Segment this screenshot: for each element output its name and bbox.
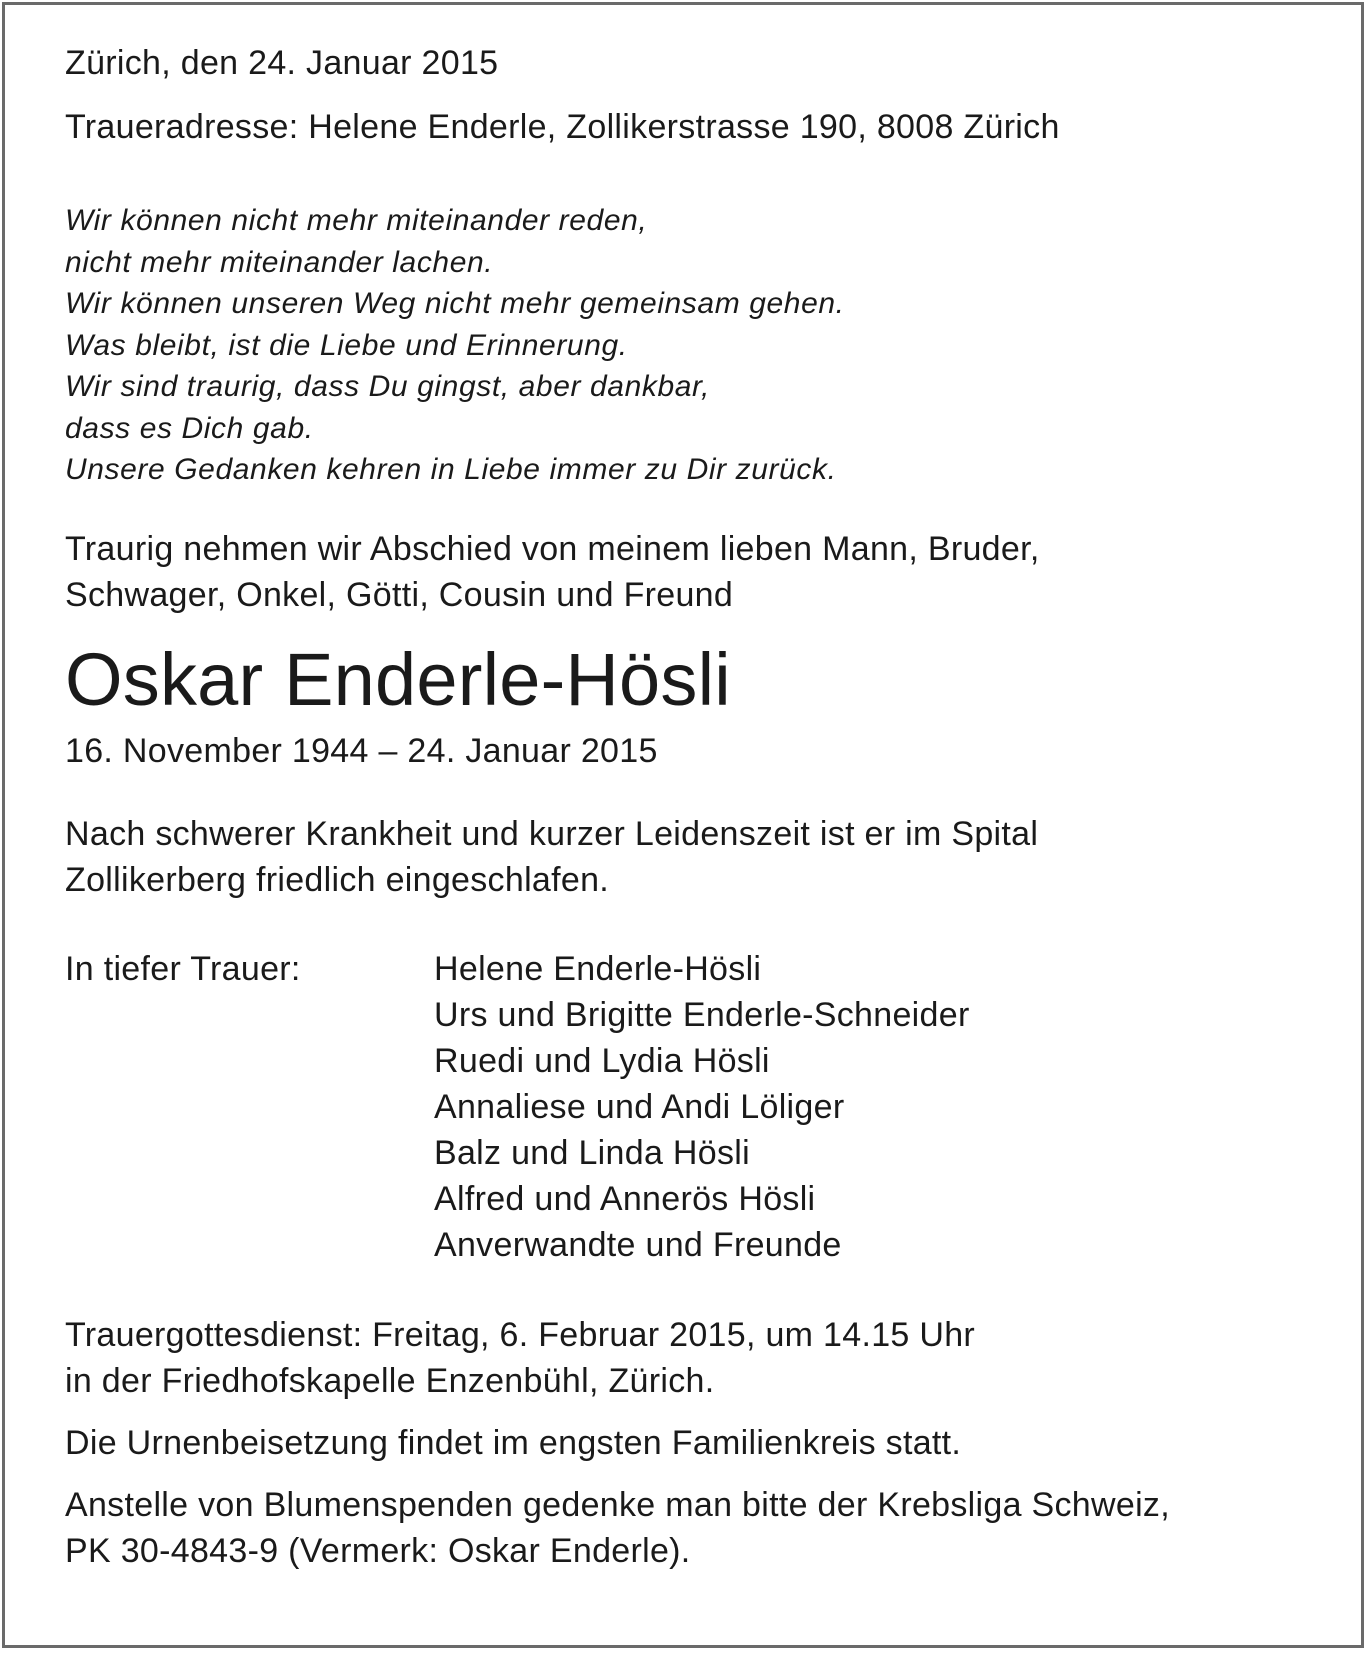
poem-line: Was bleibt, ist die Liebe und Erinnerung. [65,328,628,362]
poem-line: Wir können unseren Weg nicht mehr gemeinsam gehen. [65,287,845,320]
memorial-poem [65,200,1335,491]
urn-burial-note: Die Urnenbeisetzung findet im engsten Familienkreis statt. [65,1423,962,1462]
funeral-service-info [65,1312,1335,1404]
service-line: Trauergottesdienst: Freitag, 6. Februar 2015, um 14.15 Uhr [65,1315,976,1354]
deceased-name: Oskar Enderle-Hösli [65,637,731,721]
mourner-entry: Annaliese und Andi Löliger [434,1087,845,1126]
poem-line: Wir können nicht mehr miteinander reden, [65,204,648,237]
intro-line: Schwager, Onkel, Götti, Cousin und Freund [65,575,734,614]
obituary-notice [65,40,1335,1574]
poem-line: Wir sind traurig, dass Du gingst, aber dankbar, [65,370,710,403]
mourner-entry: Ruedi und Lydia Hösli [434,1041,770,1080]
poem-line: dass es Dich gab. [65,411,314,445]
service-line: in der Friedhofskapelle Enzenbühl, Zürich. [65,1361,715,1400]
mourners-list [434,946,1335,1268]
mourner-entry: Helene Enderle-Hösli [434,949,762,988]
poem-line: nicht mehr miteinander lachen. [65,245,494,279]
farewell-intro [65,526,1335,618]
lifespan-dates: 16. November 1944 – 24. Januar 2015 [65,731,658,770]
intro-line: Traurig nehmen wir Abschied von meinem lieben Mann, Bruder, [65,529,1040,568]
date-line: Zürich, den 24. Januar 2015 [65,44,499,82]
mourner-entry: Alfred und Annerös Hösli [434,1179,816,1218]
mourners-section [65,946,1335,1268]
poem-line: Unsere Gedanken kehren in Liebe immer zu Dir zurück. [65,453,837,486]
mourning-address: Traueradresse: Helene Enderle, Zollikerstrasse 190, 8008 Zürich [65,108,1060,146]
mourners-label: In tiefer Trauer: [65,949,301,988]
passing-note-line: Zollikerberg friedlich eingeschlafen. [65,860,610,899]
donation-line: Anstelle von Blumenspenden gedenke man bitte der Krebsliga Schweiz, [65,1485,1170,1524]
donation-note [65,1482,1335,1574]
passing-note-line: Nach schwerer Krankheit und kurzer Leidenszeit ist er im Spital [65,814,1039,853]
mourner-entry: Anverwandte und Freunde [434,1225,842,1264]
mourner-entry: Balz und Linda Hösli [434,1133,750,1172]
donation-line: PK 30-4843-9 (Vermerk: Oskar Enderle). [65,1531,691,1570]
passing-note [65,811,1335,903]
mourner-entry: Urs und Brigitte Enderle-Schneider [434,995,970,1034]
